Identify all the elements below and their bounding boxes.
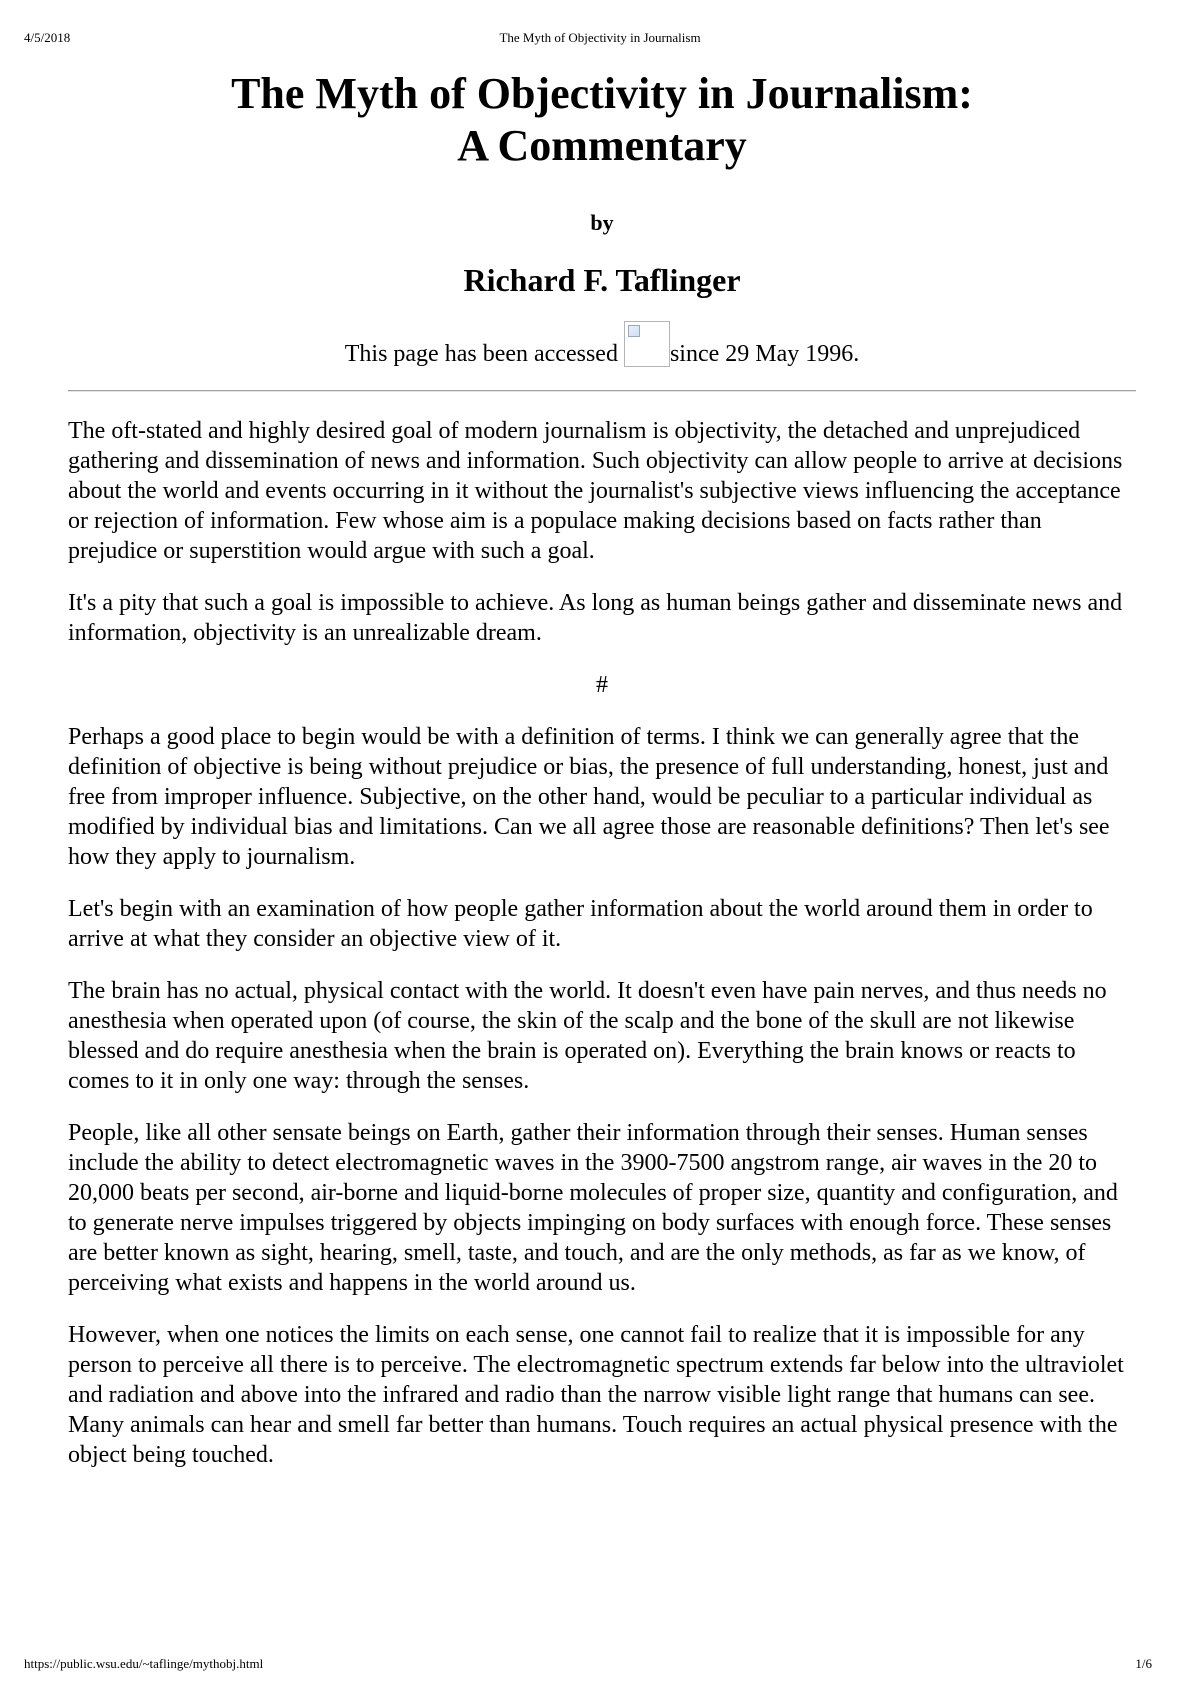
paragraph: However, when one notices the limits on each sense, one cannot fail to realize that it is impossible for any person to perceive all there is to perceive. The electromagnetic spectrum extends far below into the ultraviolet and radiation and above into the infrared and radio than the narrow visible light range that humans can see. Many animals can hear and smell far better than humans. Touch requires an actual physical presence with the object being touched. [68,1322,1124,1468]
counter-prefix: This page has been accessed [344,341,624,367]
author-name: Richard F. Taflinger [463,262,741,298]
article-body [68,416,1136,1470]
section-separator: # [596,672,608,698]
title-line-2: A Commentary [457,121,747,170]
paragraph: The brain has no actual, physical contact with the world. It doesn't even have pain nerves, and thus needs no anesthesia when operated upon (of course, the skin of the scalp and the bone of the skull are not likewise blessed and do require anesthesia when the brain is operated on). Everything the brain knows or reacts to comes to it in only one way: through the senses. [68,978,1107,1094]
paragraph: People, like all other sensate beings on Earth, gather their information through their senses. Human senses include the ability to detect electromagnetic waves in the 3900-7500 angstrom range, air waves in the 20 to 20,000 beats per second, air-borne and liquid-borne molecules of proper size, quantity and configuration, and to generate nerve impulses triggered by objects impinging on body surfaces with enough force. These senses are better known as sight, hearing, smell, taste, and touch, and are the only methods, as far as we know, of perceiving what exists and happens in the world around us. [68,1120,1118,1296]
print-doc-title: The Myth of Objectivity in Journalism [499,30,701,45]
horizontal-rule [68,390,1136,392]
page-url: https://public.wsu.edu/~taflinge/mythobj.html [24,1656,264,1671]
paragraph: The oft-stated and highly desired goal of modern journalism is objectivity, the detached and unprejudiced gathering and dissemination of news and information. Such objectivity can allow people to arrive at decisions about the world and events occurring in it without the journalist's subjective views influencing the acceptance or rejection of information. Few whose aim is a populace making decisions based on facts rather than prejudice or superstition would argue with such a goal. [68,418,1123,564]
print-footer [24,1656,1176,1674]
title-line-1: The Myth of Objectivity in Journalism: [231,69,973,118]
byline-by: by [590,210,614,235]
counter-suffix: since 29 May 1996. [669,341,860,367]
page-number: 1/6 [1135,1656,1152,1671]
broken-image-icon [624,321,670,367]
access-counter-line [68,321,1136,380]
article-title [68,68,1136,172]
print-header [24,30,1176,48]
article [68,68,1136,1492]
paragraph: It's a pity that such a goal is impossible to achieve. As long as human beings gather and disseminate news and information, objectivity is an unrealizable dream. [68,590,1123,646]
broken-image-glyph [628,325,640,337]
paragraph: Let's begin with an examination of how people gather information about the world around them in order to arrive at what they consider an objective view of it. [68,896,1093,952]
paragraph: Perhaps a good place to begin would be with a definition of terms. I think we can generally agree that the definition of objective is being without prejudice or bias, the presence of full understanding, honest, just and free from improper influence. Subjective, on the other hand, would be peculiar to a particular individual as modified by individual bias and limitations. Can we all agree those are reasonable definitions? Then let's see how they apply to journalism. [68,724,1110,870]
print-date: 4/5/2018 [24,30,71,45]
